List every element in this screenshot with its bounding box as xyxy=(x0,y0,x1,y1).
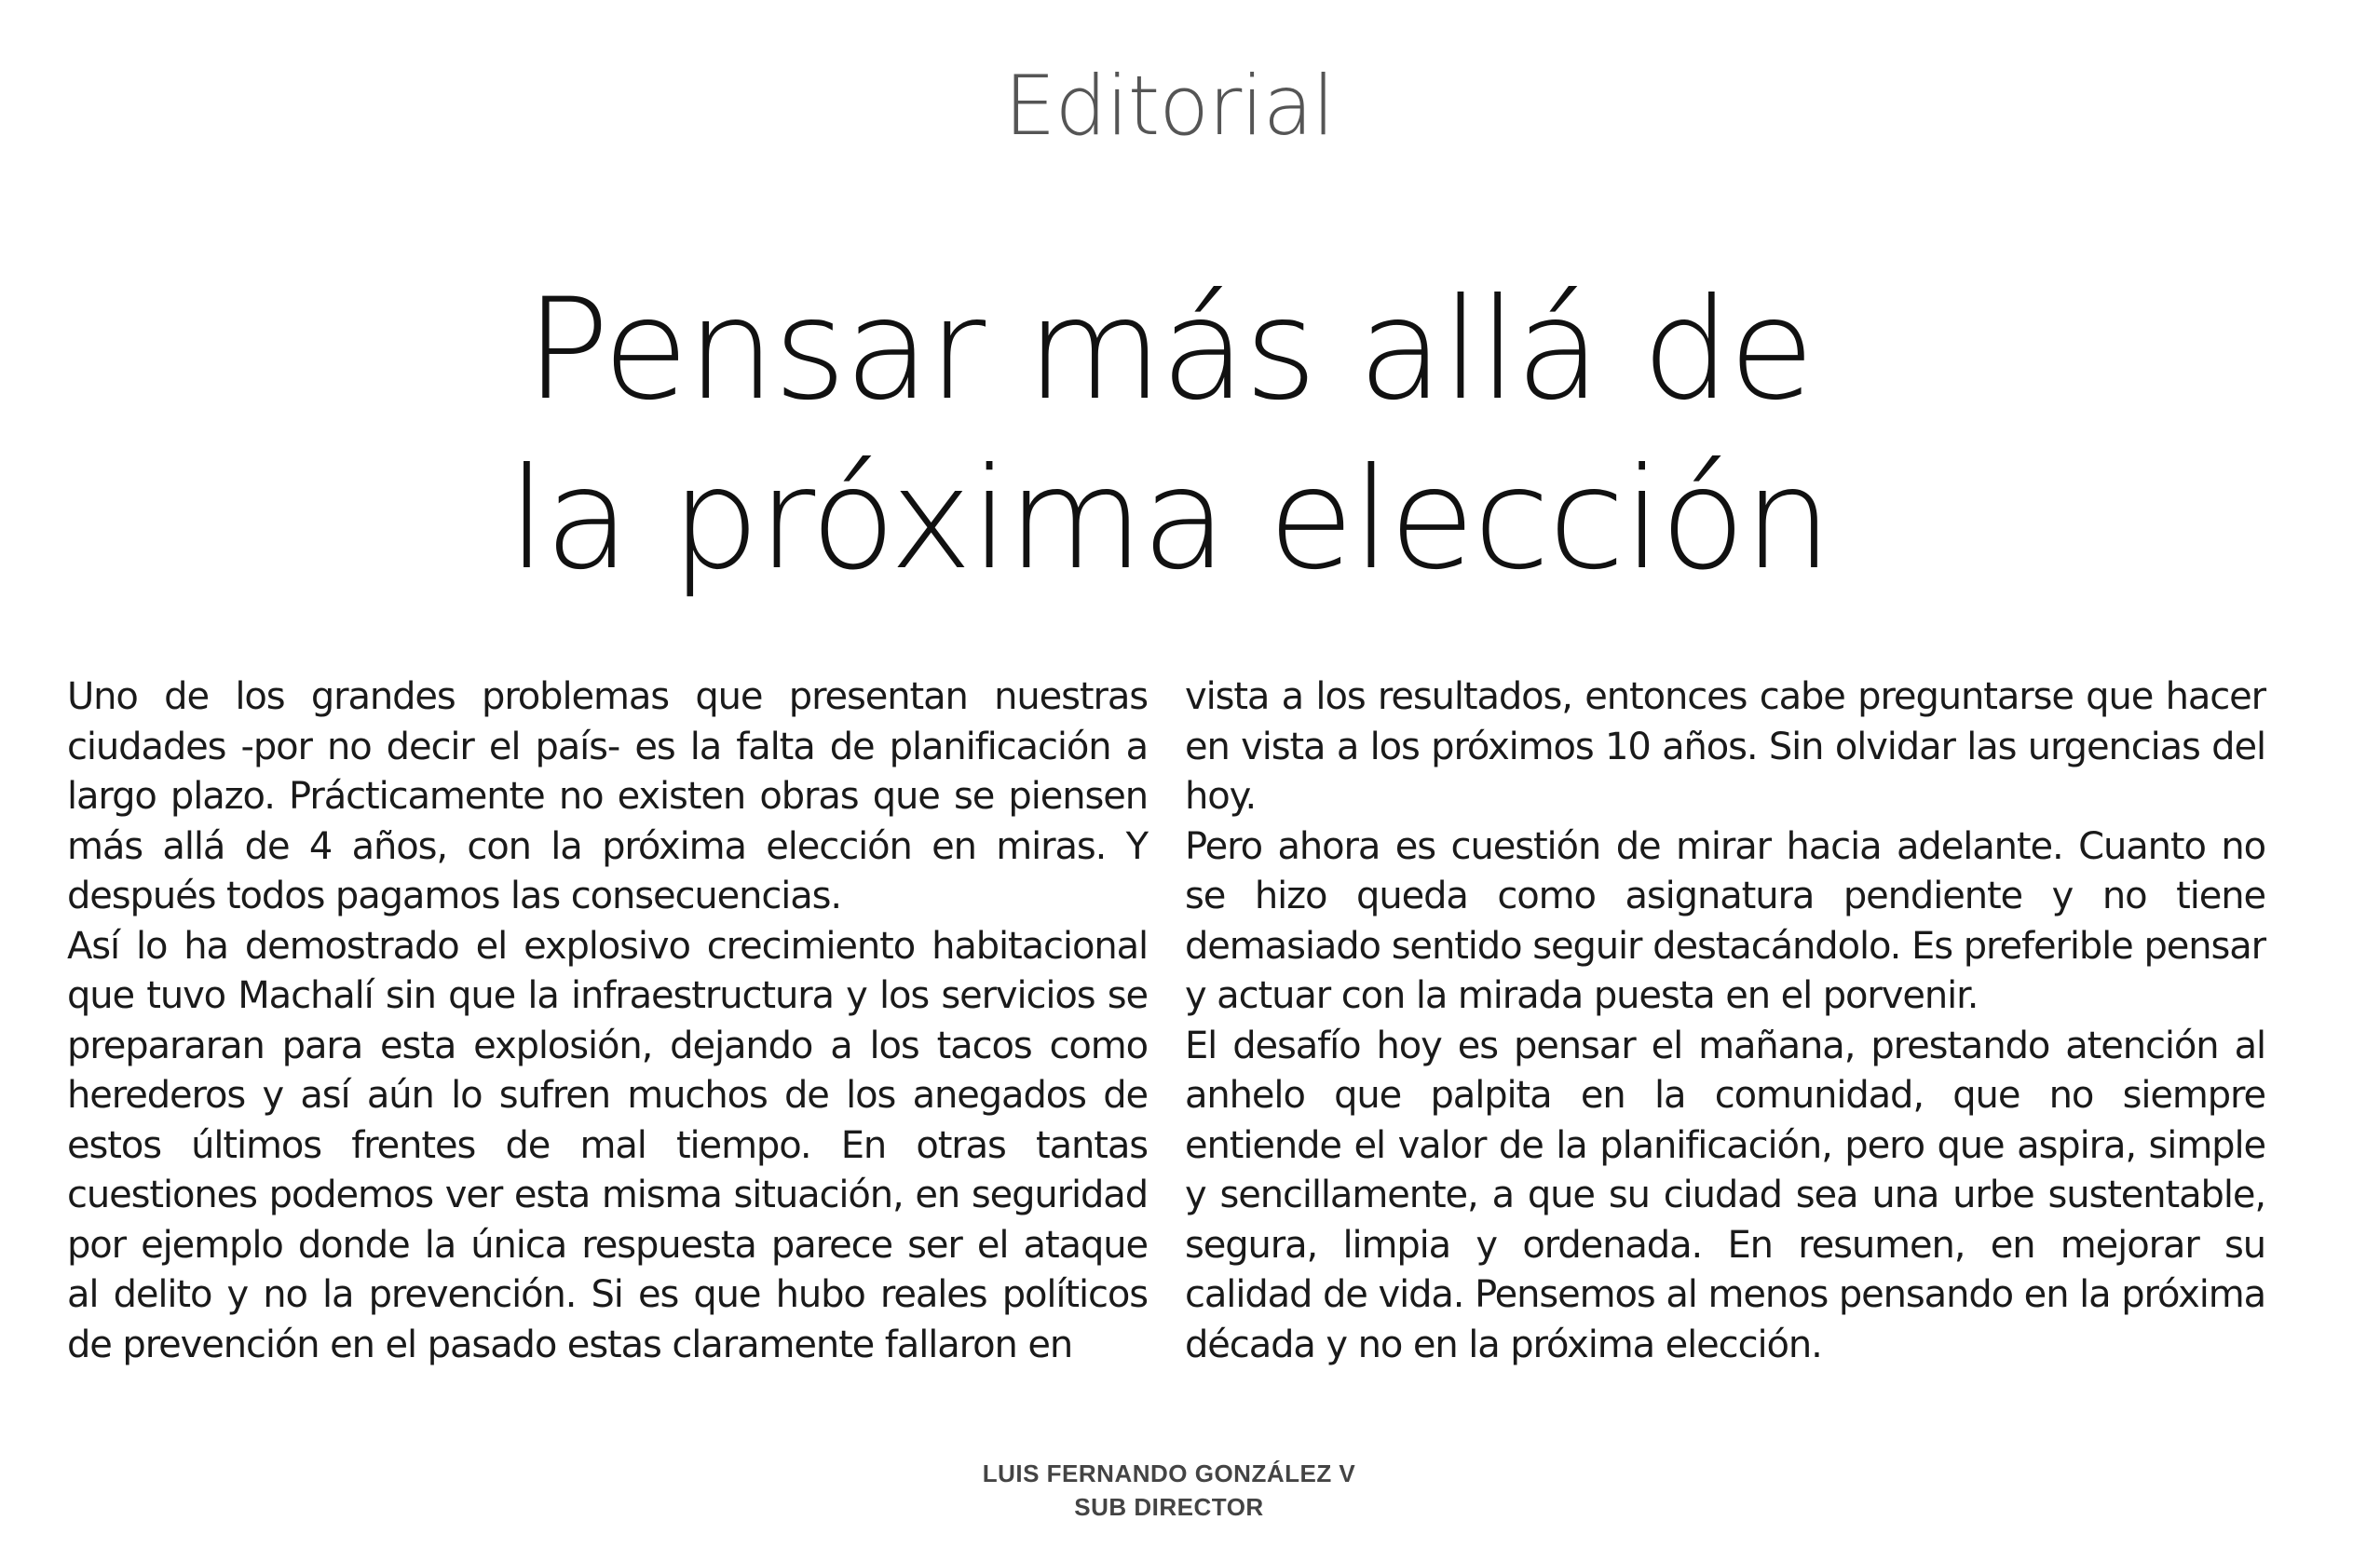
right-column xyxy=(1185,672,2265,1370)
body-paragraph: Pero ahora es cuestión de mirar hacia adelante. Cuanto no se hizo queda como asignatura pendiente y no tiene demasiado sentido seguir destacándolo. Es preferible pensar y actuar con la mirada puesta en el porvenir. xyxy=(1185,824,2265,1017)
author-title: SUB DIRECTOR xyxy=(1074,1493,1264,1521)
body-paragraph: Así lo ha demostrado el explosivo crecimiento habitacional que tuvo Machalí sin que la infraestructura y los servicios se prepararan para esta explosión, dejando a los tacos como herederos y así aún lo sufren muchos de los anegados de estos últimos frentes de mal tiempo. En otras tantas cuestiones podemos ver esta misma situación, en seguridad por ejemplo donde la única respuesta parece ser el ataque al delito y no la prevención. Si es que hubo reales políticos de prevención en el pasado estas claramente fallaron en xyxy=(67,924,1148,1366)
article-body xyxy=(67,672,2265,1370)
headline-line-2: la próxima elección xyxy=(508,439,1830,601)
headline xyxy=(0,265,2338,604)
body-paragraph: El desafío hoy es pensar el mañana, prestando atención al anhelo que palpita en la comunidad, que no siempre entiende el valor de la planificación, pero que aspira, simple y sencillamente, a que su ciudad sea una urbe sustentable, segura, limpia y ordenada. En resumen, en mejorar su calidad de vida. Pensemos al menos pensando en la próxima década y no en la próxima elección. xyxy=(1185,1024,2265,1366)
left-column xyxy=(67,672,1148,1370)
body-paragraph: Uno de los grandes problemas que presentan nuestras ciudades -por no decir el país- es la falta de planificación a largo plazo. Prácticamente no existen obras que se piensen más allá de 4 años, con la próxima elección en miras. Y después todos pagamos las consecuencias. xyxy=(67,675,1148,917)
body-paragraph: vista a los resultados, entonces cabe preguntarse que hacer en vista a los próximos 10 años. Sin olvidar las urgencias del hoy. xyxy=(1185,675,2265,818)
headline-line-1: Pensar más allá de xyxy=(524,269,1814,431)
author-name: LUIS FERNANDO GONZÁLEZ V xyxy=(982,1459,1356,1487)
author-signature xyxy=(0,1457,2338,1524)
section-label: Editorial xyxy=(1003,58,1335,154)
